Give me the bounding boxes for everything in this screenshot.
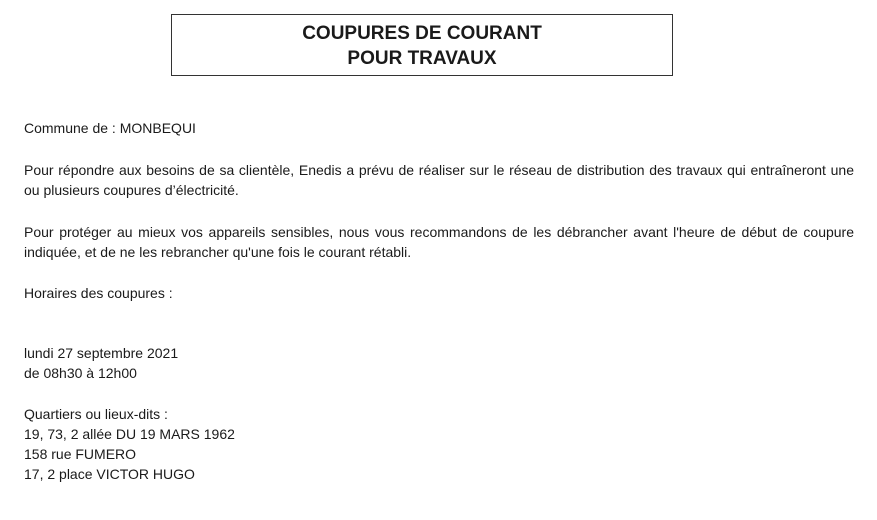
schedule-time: de 08h30 à 12h00 — [24, 365, 137, 381]
commune-label: Commune de : MONBEQUI — [24, 120, 196, 136]
notice-title-line-1: COUPURES DE COURANT — [302, 23, 542, 44]
notice-title-box — [171, 14, 673, 76]
location-item: 17, 2 place VICTOR HUGO — [24, 466, 195, 482]
intro-paragraph: Pour répondre aux besoins de sa clientèle, Enedis a prévu de réaliser sur le réseau de distribution des travaux qui entraîneront une ou plusieurs coupures d’électricité. — [24, 162, 854, 198]
location-item: 19, 73, 2 allée DU 19 MARS 1962 — [24, 426, 235, 442]
locations-label: Quartiers ou lieux-dits : — [24, 406, 168, 422]
schedule-block — [24, 343, 854, 383]
schedule-date: lundi 27 septembre 2021 — [24, 345, 179, 361]
location-item: 158 rue FUMERO — [24, 446, 137, 462]
recommendation-paragraph: Pour protéger au mieux vos appareils sensibles, nous vous recommandons de les débrancher avant l'heure de début de coupure indiquée, et de ne les rebrancher qu'une fois le courant rétabli. — [24, 224, 854, 260]
notice-title-line-2: POUR TRAVAUX — [347, 48, 497, 69]
locations-block — [24, 404, 854, 484]
horaires-label: Horaires des coupures : — [24, 285, 173, 301]
